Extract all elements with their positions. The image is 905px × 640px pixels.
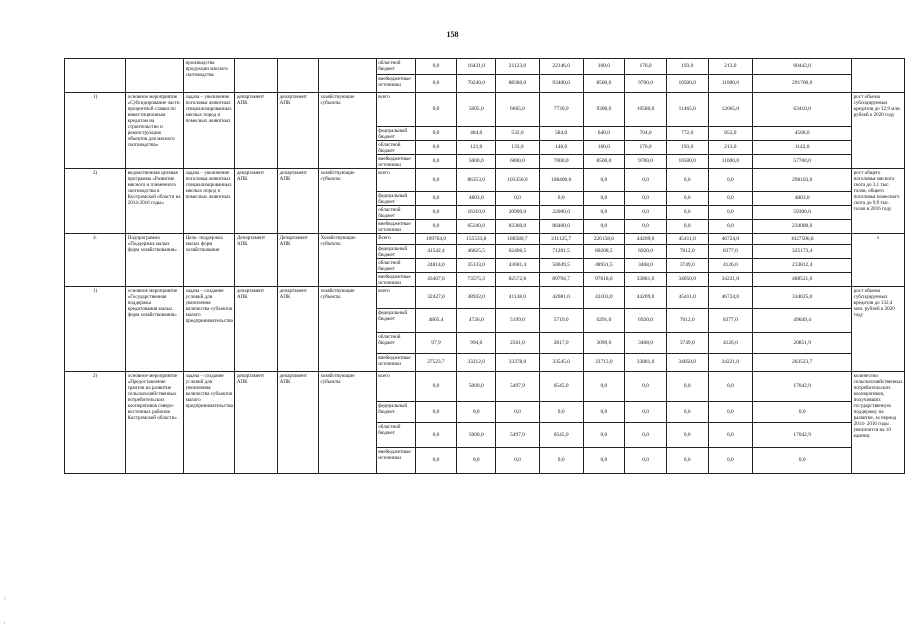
funding-source: областной бюджет [376, 141, 415, 155]
amount-cell: 0,0 [666, 169, 708, 192]
task-text: задача – увеличение поголовья животных специализированных мясных пород и помесных животных [184, 93, 235, 169]
amount-cell: 88360,0 [496, 75, 540, 93]
amount-cell: 6920,0 [625, 309, 667, 333]
amount-cell: 0,0 [415, 169, 457, 192]
expected-result: количество сельскохозяйственных потребительских кооперативов, получивших государственную поддержку на развитие, за период 2014- 2016 годы увеличится на 10 единиц [852, 372, 905, 474]
funding-source: всего [376, 93, 415, 127]
responsible-executor: департамент АПК [235, 372, 278, 474]
amount-cell: 82572,8 [496, 273, 540, 287]
amount-cell: 704,0 [625, 127, 667, 141]
amount-cell: 42081,0 [539, 287, 583, 309]
amount-cell: 334025,0 [753, 287, 852, 309]
amount-cell: 325173,4 [753, 245, 852, 259]
amount-cell: 234000,0 [753, 220, 852, 234]
amount-cell: 8377,0 [708, 309, 753, 333]
task-text: Цель- поддержка малых форм хозяйствования [184, 234, 235, 287]
amount-cell: 0,0 [415, 127, 457, 141]
amount-cell: 0,0 [415, 220, 457, 234]
funding-source: внебюджетные источники [376, 448, 415, 474]
participants: хозяйствующие субъекты [319, 287, 377, 372]
amount-cell: 82360,0 [496, 220, 540, 234]
amount-cell: 10500,0 [666, 75, 708, 93]
amount-cell: 80208,5 [583, 245, 625, 259]
amount-cell: 4126,0 [708, 333, 753, 354]
funding-source: всего [376, 287, 415, 309]
amount-cell: 0,0 [496, 192, 540, 206]
amount-cell: 7612,0 [666, 245, 708, 259]
page-number: 158 [446, 30, 459, 39]
amount-cell: 6000,0 [496, 155, 540, 169]
amount-cell: 9700,0 [625, 75, 667, 93]
amount-cell: 34050,0 [666, 273, 708, 287]
funding-source: внебюджетные источники [376, 75, 415, 93]
amount-cell: 62406,5 [496, 245, 540, 259]
amount-cell: 0,0 [583, 402, 625, 423]
amount-cell: 27523,7 [415, 354, 457, 372]
row-number [65, 59, 126, 93]
participants: хозяйствующие субъекты [319, 372, 377, 474]
amount-cell: 7612,0 [666, 309, 708, 333]
funding-source: федеральный бюджет [376, 127, 415, 141]
amount-cell: 48931,5 [583, 259, 625, 273]
amount-cell: 103350,0 [496, 169, 540, 192]
funding-source: федеральный бюджет [376, 402, 415, 423]
participants: хозяйствующие субъекты [319, 93, 377, 169]
amount-cell: 43407,6 [415, 273, 457, 287]
amount-cell: 0,0 [496, 402, 540, 423]
amount-cell: 8500,0 [583, 75, 625, 93]
amount-cell: 5000,0 [457, 372, 496, 402]
amount-cell: 7000,0 [539, 155, 583, 169]
row-number: 1) [65, 287, 126, 372]
amount-cell: 0,0 [625, 206, 667, 220]
amount-cell: 0,0 [415, 141, 457, 155]
amount-cell: 3408,0 [625, 333, 667, 354]
amount-cell: 0,0 [708, 220, 753, 234]
amount-cell: 772,0 [666, 127, 708, 141]
amount-cell: 193,0 [666, 141, 708, 155]
co-executor [278, 59, 319, 93]
amount-cell: 46724,0 [708, 234, 753, 245]
amount-cell: 44209,0 [625, 234, 667, 245]
expected-result: рост общего поголовья мясного скота до 3,1 тыс. голов, общего поголовья помесного скота до 9,9 тыс. голов в 2016 году [852, 169, 905, 234]
margin-mark: : [4, 596, 6, 602]
amount-cell: 160,0 [583, 59, 625, 75]
amount-cell: 16310,0 [457, 206, 496, 220]
amount-cell: 33378,0 [496, 354, 540, 372]
amount-cell: 65240,0 [457, 220, 496, 234]
amount-cell: 43103,0 [583, 287, 625, 309]
task-text: задача – увеличение поголовья животных специализированных мясных пород и помесных животных [184, 169, 235, 234]
amount-cell: 21123,0 [496, 59, 540, 75]
amount-cell: 0,0 [708, 448, 753, 474]
amount-cell: 4126,0 [708, 259, 753, 273]
amount-cell: 0,0 [625, 192, 667, 206]
amount-cell: 16431,0 [457, 59, 496, 75]
amount-cell: 0,0 [708, 206, 753, 220]
amount-cell: 5497,9 [496, 372, 540, 402]
budget-table [64, 58, 905, 474]
amount-cell: 1027506,8 [753, 234, 852, 245]
amount-cell: 34221,0 [708, 273, 753, 287]
amount-cell: 213812,4 [753, 259, 852, 273]
amount-cell: 0,0 [415, 75, 457, 93]
amount-cell: 34050,0 [666, 354, 708, 372]
margin-mark: ' [4, 622, 6, 628]
amount-cell: 10500,0 [666, 155, 708, 169]
amount-cell: 213,0 [708, 59, 753, 75]
amount-cell: 0,0 [496, 448, 540, 474]
amount-cell: 5605,0 [457, 93, 496, 127]
expected-result: рост объема субсидируемых кредитов до 12,9 млн. рублей к 2020 году [852, 93, 905, 169]
amount-cell: 133,0 [496, 141, 540, 155]
expected-result [852, 59, 905, 93]
task-text: задача – создание условий для увеличения количества субъектов малого предпринимательства [184, 287, 235, 372]
amount-cell: 4726,0 [457, 309, 496, 333]
amount-cell: 45411,0 [666, 287, 708, 309]
amount-cell: 0,0 [583, 423, 625, 448]
funding-source: внебюджетные источники [376, 220, 415, 234]
amount-cell: 0,0 [583, 169, 625, 192]
measure-name: основное мероприятие «Субсидирование части процентной ставки по инвестиционным кредитам на строительство и реконструкцию объектов для мясного скотоводства» [126, 93, 184, 169]
amount-cell: 484,0 [457, 127, 496, 141]
funding-source: федеральный бюджет [376, 309, 415, 333]
amount-cell: 0,0 [666, 448, 708, 474]
amount-cell: 291700,0 [753, 75, 852, 93]
amount-cell: 93400,0 [539, 75, 583, 93]
amount-cell: 0,0 [539, 192, 583, 206]
amount-cell: 0,0 [583, 448, 625, 474]
amount-cell: 0,0 [708, 192, 753, 206]
amount-cell: 8500,0 [583, 155, 625, 169]
amount-cell: 33545,0 [539, 354, 583, 372]
amount-cell: 1142,0 [753, 141, 852, 155]
funding-source: внебюджетные источники [376, 354, 415, 372]
amount-cell: 5719,0 [539, 309, 583, 333]
amount-cell: 44209,0 [625, 287, 667, 309]
amount-cell: 22146,0 [539, 59, 583, 75]
row-number: 1) [65, 93, 126, 169]
amount-cell: 176,0 [625, 59, 667, 75]
amount-cell: 57700,0 [753, 155, 852, 169]
responsible-executor: Департамент АПК [235, 234, 278, 287]
amount-cell: 0,0 [583, 372, 625, 402]
amount-cell: 43601,4 [496, 259, 540, 273]
amount-cell: 0,0 [415, 402, 457, 423]
table-row [65, 372, 905, 402]
amount-cell: 97,9 [415, 333, 457, 354]
amount-cell: 0,0 [666, 206, 708, 220]
amount-cell: 38932,0 [457, 287, 496, 309]
amount-cell: 17042,9 [753, 372, 852, 402]
funding-source: областной бюджет [376, 259, 415, 273]
amount-cell: 0,0 [583, 220, 625, 234]
amount-cell: 22000,0 [539, 206, 583, 220]
expected-result: рост объема субсидируемых кредитов до 132,4 млн. рублей к 2020 году [852, 287, 905, 372]
amount-cell: 0,0 [457, 448, 496, 474]
funding-source: внебюджетные источники [376, 273, 415, 287]
amount-cell: 0,0 [666, 402, 708, 423]
amount-cell: 211125,7 [539, 234, 583, 245]
amount-cell: 20851,9 [753, 333, 852, 354]
participants: хозяйствующие субъекты [319, 169, 377, 234]
amount-cell: 9700,0 [625, 155, 667, 169]
amount-cell: 50049,5 [539, 259, 583, 273]
amount-cell: 3099,0 [583, 333, 625, 354]
amount-cell: 0,0 [666, 220, 708, 234]
measure-name: ведомственная целевая программа «Развитие мясного и племенного скотоводства в Костромской области на 2014-2016 годы» [126, 169, 184, 234]
amount-cell: 9300,0 [583, 93, 625, 127]
amount-cell: 4805,4 [415, 309, 457, 333]
participants: Хозяйствующие субъекты [319, 234, 377, 287]
amount-cell: 298103,0 [753, 169, 852, 192]
amount-cell: 2561,0 [496, 333, 540, 354]
amount-cell: 852,0 [708, 127, 753, 141]
amount-cell: 532,0 [496, 127, 540, 141]
co-executor: департамент АПК [278, 287, 319, 372]
amount-cell: 46724,0 [708, 287, 753, 309]
amount-cell: 6665,0 [496, 93, 540, 127]
amount-cell: 0,0 [625, 402, 667, 423]
amount-cell: 155533,8 [457, 234, 496, 245]
amount-cell: 0,0 [415, 206, 457, 220]
responsible-executor: департамент АПК [235, 169, 278, 234]
amount-cell: 7730,0 [539, 93, 583, 127]
funding-source: внебюджетные источники [376, 155, 415, 169]
amount-cell: 188580,7 [496, 234, 540, 245]
funding-source: федеральный бюджет [376, 192, 415, 206]
amount-cell: 35133,0 [457, 259, 496, 273]
amount-cell: 10580,0 [625, 93, 667, 127]
amount-cell: 5000,0 [457, 423, 496, 448]
amount-cell: 60442,0 [753, 59, 852, 75]
amount-cell: 71281,5 [539, 245, 583, 259]
responsible-executor [235, 59, 278, 93]
expected-result: х [852, 234, 905, 287]
funding-source: всего [376, 372, 415, 402]
amount-cell: 5000,0 [457, 155, 496, 169]
amount-cell: 0,0 [539, 402, 583, 423]
amount-cell: 0,0 [625, 220, 667, 234]
amount-cell: 994,0 [457, 333, 496, 354]
table-row [65, 287, 905, 309]
co-executor: департамент АПК [278, 169, 319, 234]
amount-cell: 0,0 [666, 192, 708, 206]
row-number: 4. [65, 234, 126, 287]
amount-cell: 86400,0 [539, 220, 583, 234]
amount-cell: 6291,0 [583, 309, 625, 333]
amount-cell: 11465,0 [666, 93, 708, 127]
amount-cell: 86353,0 [457, 169, 496, 192]
responsible-executor: департамент АПК [235, 287, 278, 372]
amount-cell: 63410,0 [753, 93, 852, 127]
amount-cell: 41542,4 [415, 245, 457, 259]
amount-cell: 17042,9 [753, 423, 852, 448]
amount-cell: 89794,7 [539, 273, 583, 287]
amount-cell: 0,0 [625, 372, 667, 402]
amount-cell: 584,0 [539, 127, 583, 141]
amount-cell: 0,0 [753, 402, 852, 423]
amount-cell: 0,0 [583, 206, 625, 220]
amount-cell: 12065,0 [708, 93, 753, 127]
amount-cell: 45411,0 [666, 234, 708, 245]
amount-cell: 121,0 [457, 141, 496, 155]
amount-cell: 0,0 [539, 448, 583, 474]
amount-cell: 0,0 [415, 155, 457, 169]
amount-cell: 73575,3 [457, 273, 496, 287]
co-executor: Департамент АПК [278, 234, 319, 287]
amount-cell: 8377,0 [708, 245, 753, 259]
amount-cell: 0,0 [708, 169, 753, 192]
amount-cell: 11000,0 [708, 75, 753, 93]
funding-source: всего [376, 169, 415, 192]
table-row [65, 93, 905, 127]
amount-cell: 109764,0 [415, 234, 457, 245]
table-row [65, 59, 905, 75]
amount-cell: 0,0 [457, 402, 496, 423]
amount-cell: 176,0 [625, 141, 667, 155]
amount-cell: 46825,5 [457, 245, 496, 259]
amount-cell: 6545,0 [539, 423, 583, 448]
amount-cell: 0,0 [415, 423, 457, 448]
amount-cell: 6920,0 [625, 245, 667, 259]
amount-cell: 41138,0 [496, 287, 540, 309]
amount-cell: 33881,0 [625, 273, 667, 287]
amount-cell: 226158,6 [583, 234, 625, 245]
amount-cell: 49649,4 [753, 309, 852, 333]
amount-cell: 0,0 [666, 423, 708, 448]
amount-cell: 0,0 [708, 423, 753, 448]
amount-cell: 0,0 [625, 169, 667, 192]
measure-name [126, 59, 184, 93]
amount-cell: 0,0 [625, 448, 667, 474]
amount-cell: 5497,9 [496, 423, 540, 448]
table-row [65, 169, 905, 192]
amount-cell: 97018,6 [583, 273, 625, 287]
amount-cell: 0,0 [666, 372, 708, 402]
amount-cell: 263523,7 [753, 354, 852, 372]
amount-cell: 5199,0 [496, 309, 540, 333]
amount-cell: 6545,0 [539, 372, 583, 402]
amount-cell: 0,0 [415, 448, 457, 474]
amount-cell: 3749,0 [666, 259, 708, 273]
amount-cell: 32427,0 [415, 287, 457, 309]
funding-source: областной бюджет [376, 423, 415, 448]
amount-cell: 0,0 [415, 93, 457, 127]
amount-cell: 108400,0 [539, 169, 583, 192]
row-number: 2) [65, 372, 126, 474]
task-text: производства продукции мясного скотоводства [184, 59, 235, 93]
amount-cell: 0,0 [583, 192, 625, 206]
amount-cell: 0,0 [708, 372, 753, 402]
amount-cell: 0,0 [415, 192, 457, 206]
amount-cell: 33881,0 [625, 354, 667, 372]
amount-cell: 0,0 [753, 448, 852, 474]
amount-cell: 2817,0 [539, 333, 583, 354]
co-executor: департамент АПК [278, 372, 319, 474]
amount-cell: 0,0 [415, 59, 457, 75]
amount-cell: 488521,0 [753, 273, 852, 287]
funding-source: областной бюджет [376, 59, 415, 75]
funding-source: Всего [376, 234, 415, 245]
amount-cell: 640,0 [583, 127, 625, 141]
amount-cell: 193,0 [666, 59, 708, 75]
funding-source: федеральный бюджет [376, 245, 415, 259]
amount-cell: 3749,0 [666, 333, 708, 354]
amount-cell: 213,0 [708, 141, 753, 155]
row-number: 2) [65, 169, 126, 234]
task-text: задача – создание условий для увеличения количества субъектов малого предпринимательства [184, 372, 235, 474]
responsible-executor: департамент АПК [235, 93, 278, 169]
funding-source: областной бюджет [376, 333, 415, 354]
amount-cell: 4803,0 [753, 192, 852, 206]
measure-name: Подпрограмма «Поддержка малых форм хозяйствования» [126, 234, 184, 287]
participants [319, 59, 377, 93]
amount-cell: 34221,0 [708, 354, 753, 372]
amount-cell: 59300,0 [753, 206, 852, 220]
amount-cell: 0,0 [415, 372, 457, 402]
measure-name: основное мероприятие «Предоставление грантов на развитие сельскохозяйственных потребительских кооперативов северо-восточных районов Костромской области» [126, 372, 184, 474]
amount-cell: 33713,0 [583, 354, 625, 372]
amount-cell: 4568,0 [753, 127, 852, 141]
amount-cell: 70240,0 [457, 75, 496, 93]
amount-cell: 11000,0 [708, 155, 753, 169]
amount-cell: 0,0 [708, 402, 753, 423]
table-row [65, 234, 905, 245]
amount-cell: 4803,0 [457, 192, 496, 206]
amount-cell: 3408,0 [625, 259, 667, 273]
amount-cell: 0,0 [625, 423, 667, 448]
funding-source: областной бюджет [376, 206, 415, 220]
amount-cell: 33212,0 [457, 354, 496, 372]
amount-cell: 146,0 [539, 141, 583, 155]
amount-cell: 160,0 [583, 141, 625, 155]
amount-cell: 20990,0 [496, 206, 540, 220]
co-executor: департамент АПК [278, 93, 319, 169]
measure-name: основное мероприятие «Государственная поддержка кредитования малых форм хозяйствования» [126, 287, 184, 372]
amount-cell: 24814,0 [415, 259, 457, 273]
